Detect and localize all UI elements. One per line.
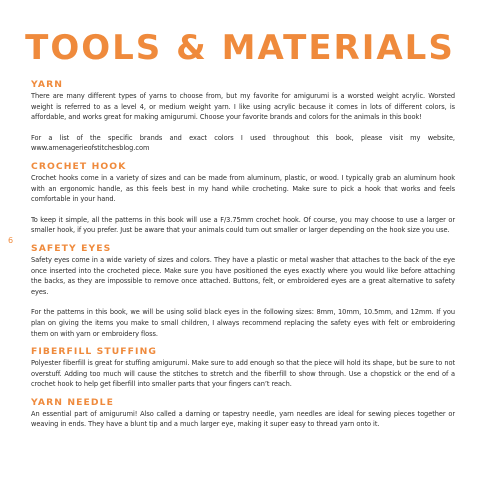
section-heading-safety-eyes: SAFETY EYES bbox=[31, 242, 112, 254]
paragraph: Crochet hooks come in a variety of sizes and can be made from aluminum, plastic, or wood. I typically grab an aluminum hook with an ergonomic handle, as this feels best in my hand while crocheting. Make sure to pick a hook that works and feels comfortable in your hand. bbox=[31, 172, 455, 204]
section-yarn-needle bbox=[31, 397, 455, 430]
section-yarn bbox=[31, 79, 455, 154]
section-heading-yarn: YARN bbox=[31, 79, 64, 90]
paragraph: For the patterns in this book, we will be using solid black eyes in the following sizes: 8mm, 10mm, 10.5mm, and 12mm. If you plan on giving the items you make to small children, I always recommend replacing the safety eyes with felt or embroidering them on with yarn or embroidery floss. bbox=[31, 307, 455, 338]
paragraph: An essential part of amigurumi! Also called a darning or tapestry needle, yarn needles are ideal for sewing pieces together or weaving in ends. They have a blunt tip and a much larger eye, making it super easy to thread yarn onto it. bbox=[31, 408, 455, 429]
paragraph: Safety eyes come in a wide variety of sizes and colors. They have a plastic or metal washer that attaches to the back of the eye once inserted into the crocheted piece. Make sure you have positioned the eyes exactly where you would like before attaching the backs, as they are impossible to remove once attached. Buttons, felt, or embroidered eyes are a great alternative to safety eyes. bbox=[31, 254, 455, 296]
section-crochet-hook bbox=[31, 161, 455, 236]
section-heading-crochet-hook: CROCHET HOOK bbox=[31, 160, 127, 172]
section-safety-eyes bbox=[31, 243, 455, 339]
page-number: 6 bbox=[8, 236, 14, 245]
content-column bbox=[31, 79, 455, 430]
paragraph: To keep it simple, all the patterns in this book will use a F/3.75mm crochet hook. Of course, you may choose to use a larger or smaller hook, if you prefer. Just be aware that your animals could turn out smaller or larger depending on the hook size you use. bbox=[31, 214, 455, 235]
paragraph-website: For a list of the specific brands and exact colors I used throughout this book, please visit my website, www.amenagerieofstitchesblog.com bbox=[31, 132, 455, 153]
paragraph: There are many different types of yarns to choose from, but my favorite for amigurumi is a worsted weight acrylic. Worsted weight is referred to as a level 4, or medium weight yarn. I like using acrylic because it comes in lots of different colors, is affordable, and works great for making amigurumi. Choose your favorite brands and colors for the animals in this book! bbox=[31, 91, 455, 122]
section-heading-yarn-needle: YARN NEEDLE bbox=[31, 396, 114, 408]
section-heading-fiberfill-stuffing: FIBERFILL STUFFING bbox=[31, 346, 157, 358]
section-fiberfill-stuffing bbox=[31, 346, 455, 390]
page-title: TOOLS & MATERIALS bbox=[25, 28, 455, 68]
paragraph: Polyester fiberfill is great for stuffing amigurumi. Make sure to add enough so that the piece will hold its shape, but be sure to not overstuff. Adding too much will cause the stitches to stretch and the fiberfill to show through. Use a chopstick or the end of a crochet hook to help get fiberfill into smaller parts that your fingers can’t reach. bbox=[31, 358, 455, 389]
